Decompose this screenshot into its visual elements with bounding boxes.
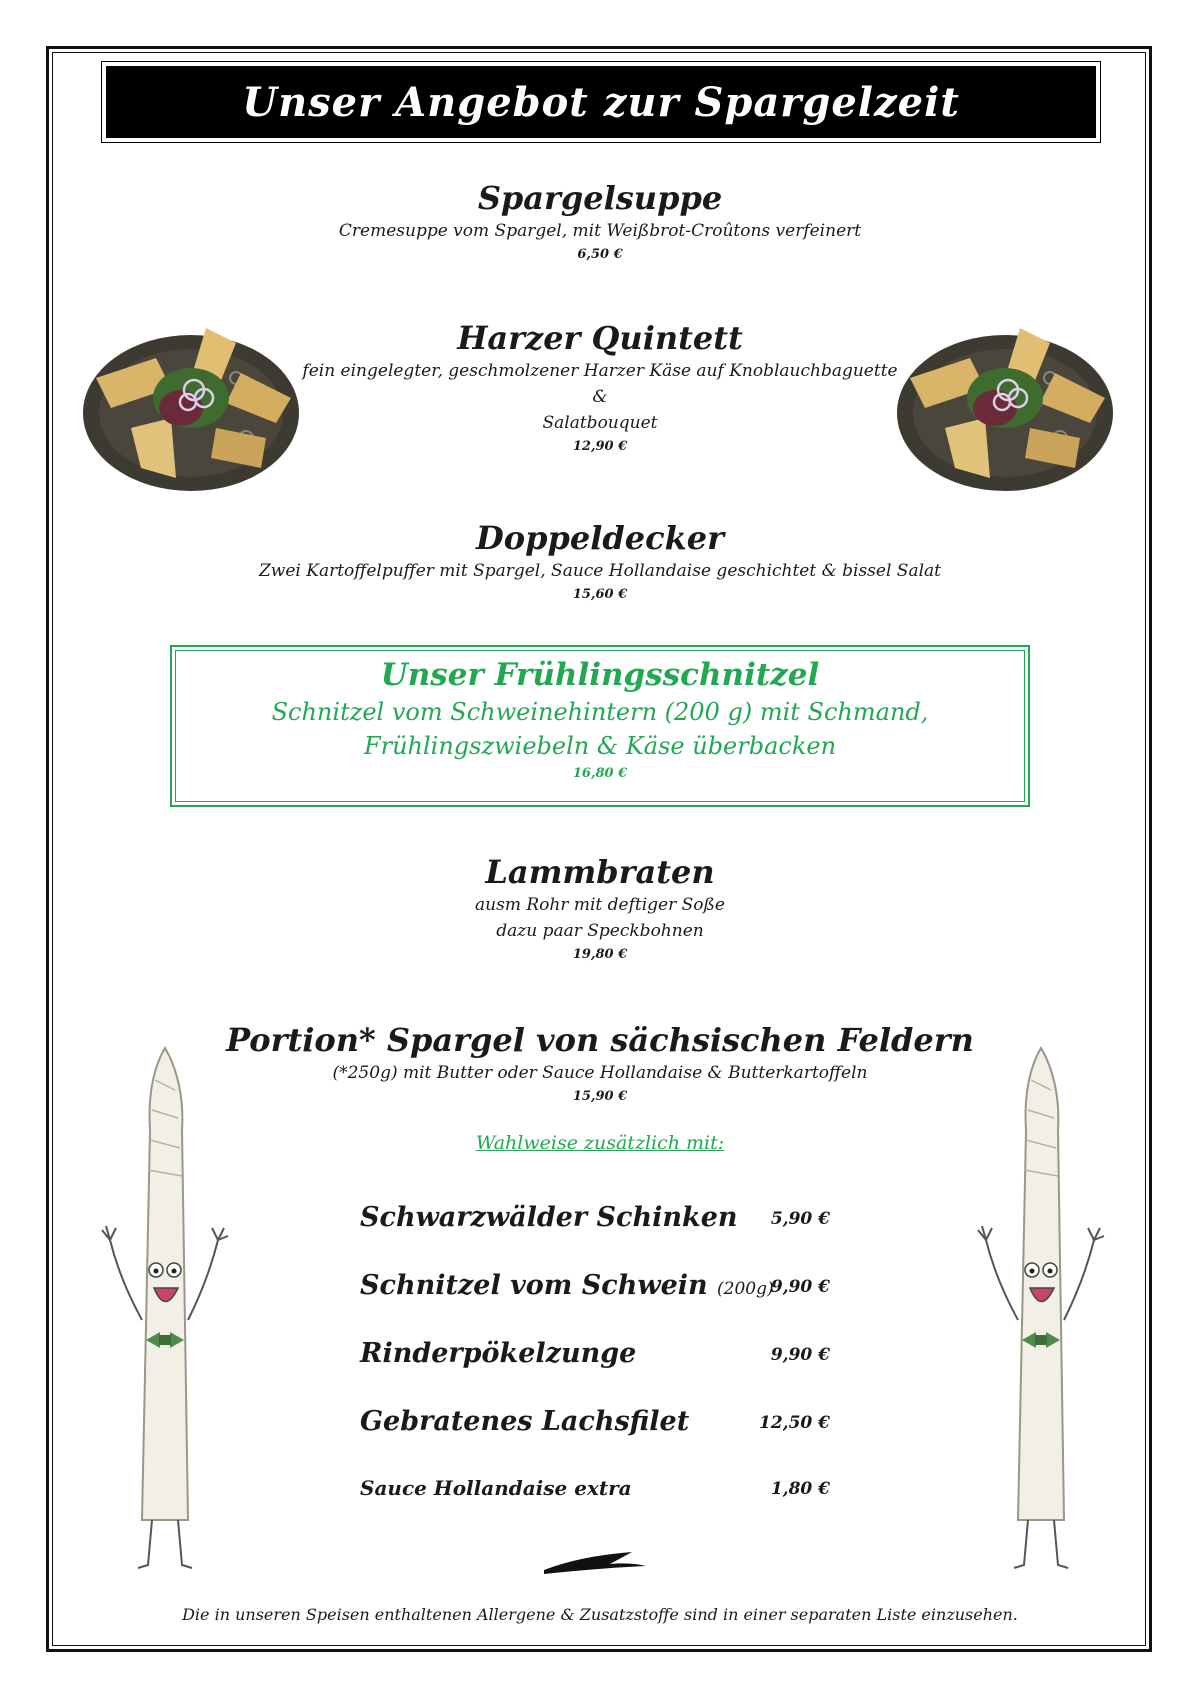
- decorative-swoosh: [540, 1548, 650, 1578]
- extra-name: Schwarzwälder Schinken: [360, 1202, 738, 1233]
- extra-name: Schnitzel vom Schwein: [360, 1270, 708, 1301]
- dish-desc-and: &: [592, 387, 608, 407]
- dish-title: Portion* Spargel von sächsischen Feldern: [226, 1021, 974, 1059]
- extra-item: [360, 1468, 830, 1508]
- dish-desc: Cremesuppe vom Spargel, mit Weißbrot-Croûtons verfeinert: [338, 221, 862, 241]
- extra-price: 12,50 €: [759, 1413, 830, 1433]
- extra-item: [360, 1334, 830, 1374]
- extra-price: 1,80 €: [770, 1479, 830, 1499]
- dish-doppeldecker: [0, 518, 1200, 606]
- extra-name: Gebratenes Lachsfilet: [360, 1406, 690, 1437]
- dish-price: 15,60 €: [572, 587, 628, 602]
- extra-note: (200g): [717, 1279, 774, 1299]
- menu-title-bar: [106, 66, 1096, 138]
- menu-title: Unser Angebot zur Spargelzeit: [242, 78, 960, 126]
- dish-title: Harzer Quintett: [457, 319, 743, 357]
- dish-desc: dazu paar Speckbohnen: [496, 921, 704, 941]
- dish-desc: ausm Rohr mit deftiger Soße: [475, 895, 725, 915]
- allergen-note: Die in unseren Speisen enthaltenen Allergene & Zusatzstoffe sind in einer separaten Liste einzusehen.: [182, 1605, 1018, 1624]
- dish-desc: fein eingelegter, geschmolzener Harzer Käse auf Knoblauchbaguette: [302, 361, 898, 381]
- dish-spargelsuppe: [0, 178, 1200, 266]
- extra-price: 9,90 €: [770, 1277, 830, 1297]
- extra-name-wrap: [360, 1266, 774, 1309]
- extra-name: Sauce Hollandaise extra: [360, 1476, 632, 1500]
- special-title: Unser Frühlingsschnitzel: [380, 657, 820, 693]
- extra-item: [360, 1198, 830, 1238]
- extra-item: [360, 1402, 830, 1442]
- extra-price: 9,90 €: [770, 1345, 830, 1365]
- extra-name: Rinderpökelzunge: [360, 1338, 637, 1369]
- dish-desc: Zwei Kartoffelpuffer mit Spargel, Sauce Hollandaise geschichtet & bissel Salat: [258, 561, 941, 581]
- dish-title: Spargelsuppe: [477, 179, 723, 217]
- asparagus-mascot-left: [90, 1040, 240, 1580]
- dish-price: 6,50 €: [577, 247, 623, 262]
- special-dish-box: [170, 645, 1030, 807]
- dish-lammbraten: [0, 852, 1200, 966]
- salad-plate-image-left: [76, 318, 306, 498]
- asparagus-mascot-right: [966, 1040, 1116, 1580]
- dish-price: 19,80 €: [572, 947, 628, 962]
- special-desc: Schnitzel vom Schweinehintern (200 g) mit Schmand,: [271, 698, 929, 726]
- extra-price: 5,90 €: [770, 1209, 830, 1229]
- salad-plate-image-right: [890, 318, 1120, 498]
- dish-price: 15,90 €: [572, 1089, 628, 1104]
- dish-price: 12,90 €: [572, 439, 628, 454]
- dish-desc: (*250g) mit Butter oder Sauce Hollandaise & Butterkartoffeln: [332, 1063, 868, 1083]
- dish-title: Doppeldecker: [476, 519, 724, 557]
- special-desc: Frühlingszwiebeln & Käse überbacken: [363, 732, 837, 760]
- special-price: 16,80 €: [572, 766, 628, 781]
- dish-title: Lammbraten: [485, 853, 715, 891]
- extra-item: [360, 1266, 830, 1306]
- extras-label: Wahlweise zusätzlich mit:: [475, 1132, 725, 1154]
- dish-desc: Salatbouquet: [542, 413, 658, 433]
